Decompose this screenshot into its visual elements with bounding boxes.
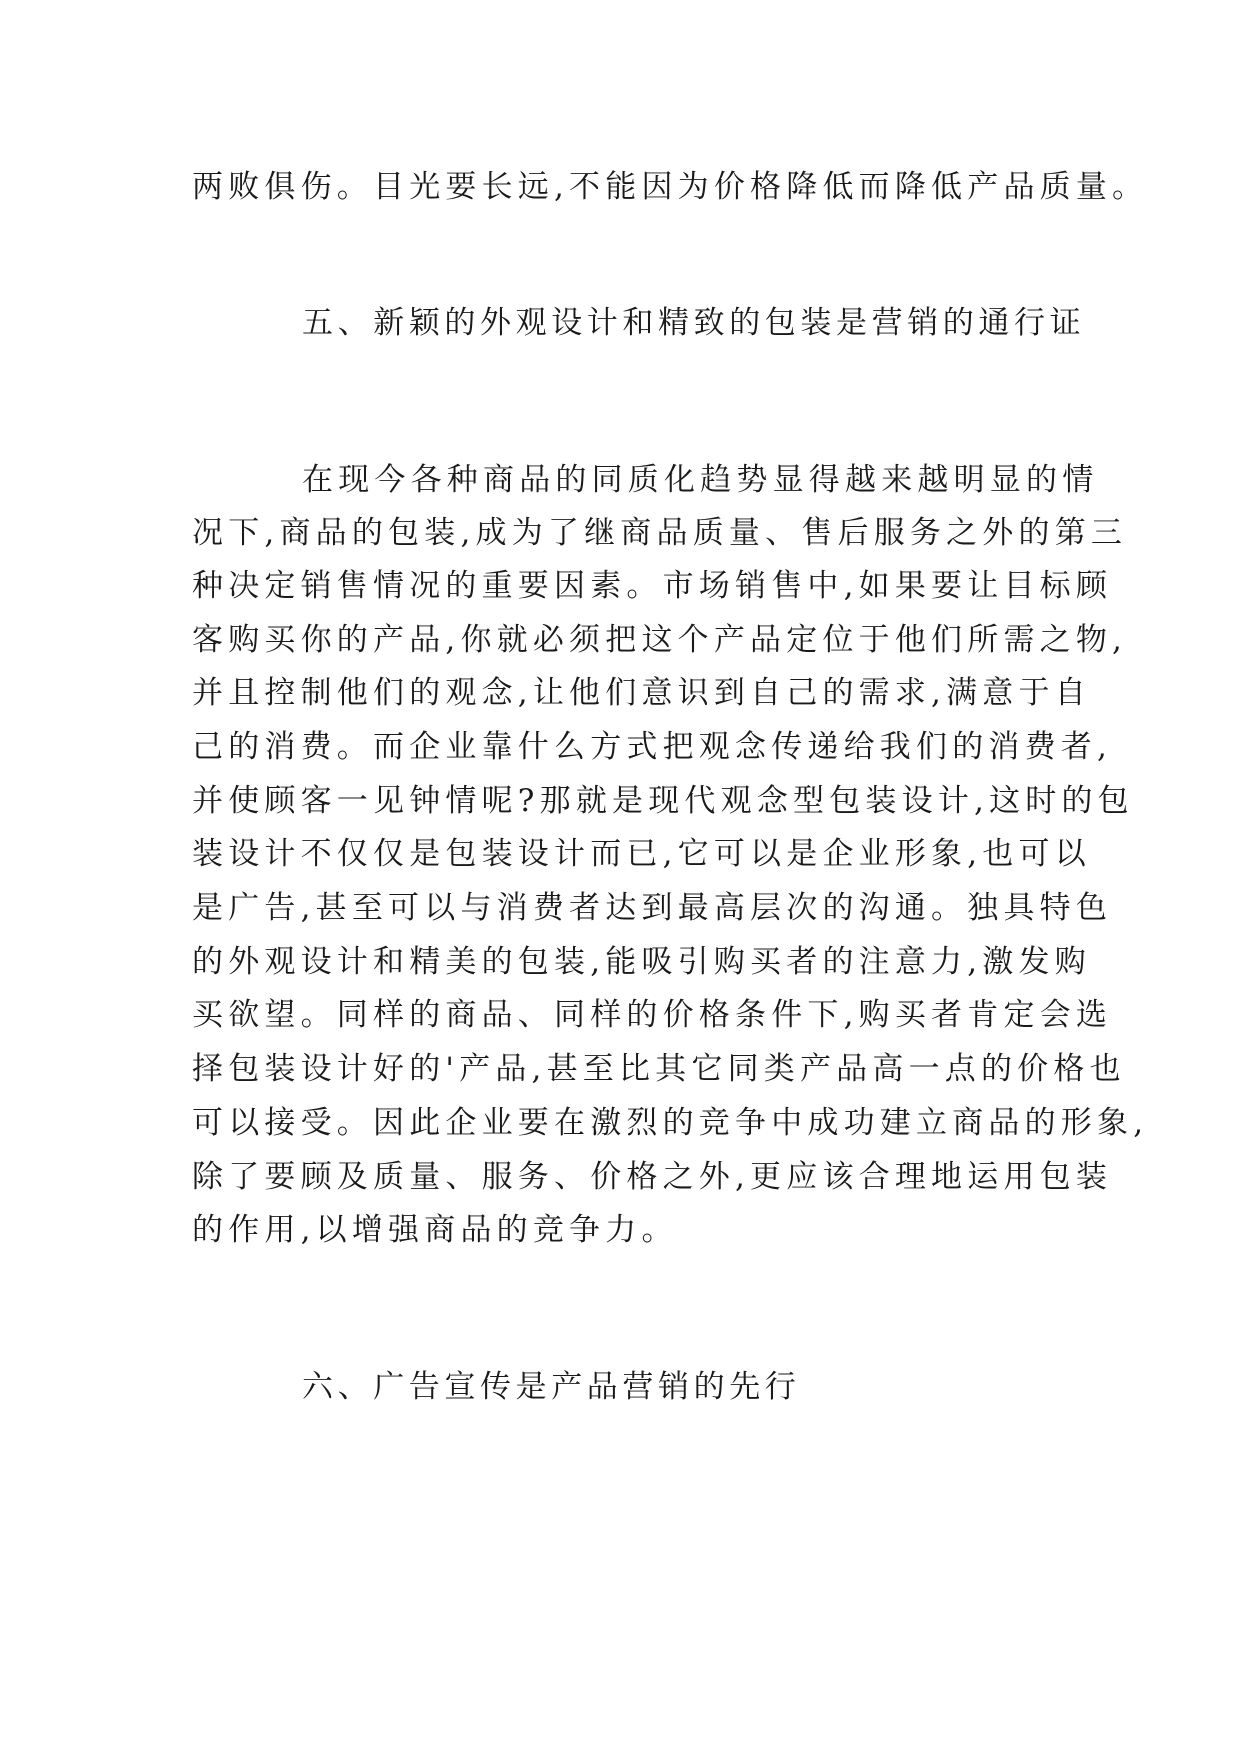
paragraph-line: 装设计不仅仅是包装设计而已,它可以是企业形象,也可以 [192, 836, 1091, 872]
paragraph-line: 种决定销售情况的重要因素。市场销售中,如果要让目标顾 [192, 568, 1113, 604]
paragraph-line: 并且控制他们的观念,让他们意识到自己的需求,满意于自 [192, 675, 1091, 711]
paragraph-line: 并使顾客一见钟情呢?那就是现代观念型包装设计,这时的包 [192, 783, 1134, 819]
paragraph-line: 况下,商品的包装,成为了继商品质量、售后服务之外的第三 [192, 515, 1128, 551]
section-heading-6: 六、广告宣传是产品营销的先行 [302, 1369, 801, 1405]
paragraph-line: 的外观设计和精美的包装,能吸引购买者的注意力,激发购 [192, 944, 1091, 980]
section-heading-5: 五、新颖的外观设计和精致的包装是营销的通行证 [302, 305, 1086, 341]
continuation-line: 两败俱伤。目光要长远,不能因为价格降低而降低产品质量。 [192, 169, 1149, 205]
paragraph-line: 己的消费。而企业靠什么方式把观念传递给我们的消费者, [192, 729, 1113, 765]
paragraph-line: 在现今各种商品的同质化趋势显得越来越明显的情 [302, 462, 1099, 498]
paragraph-line: 买欲望。同样的商品、同样的价格条件下,购买者肯定会选 [192, 997, 1113, 1033]
paragraph-line: 的作用,以增强商品的竞争力。 [192, 1212, 678, 1248]
paragraph-line: 是广告,甚至可以与消费者达到最高层次的沟通。独具特色 [192, 890, 1113, 926]
paragraph-line: 可以接受。因此企业要在激烈的竞争中成功建立商品的形象, [192, 1105, 1149, 1141]
paragraph-line: 除了要顾及质量、服务、价格之外,更应该合理地运用包装 [192, 1159, 1113, 1195]
paragraph-line: 择包装设计好的'产品,甚至比其它同类产品高一点的价格也 [192, 1051, 1126, 1087]
paragraph-line: 客购买你的产品,你就必须把这个产品定位于他们所需之物, [192, 622, 1128, 658]
